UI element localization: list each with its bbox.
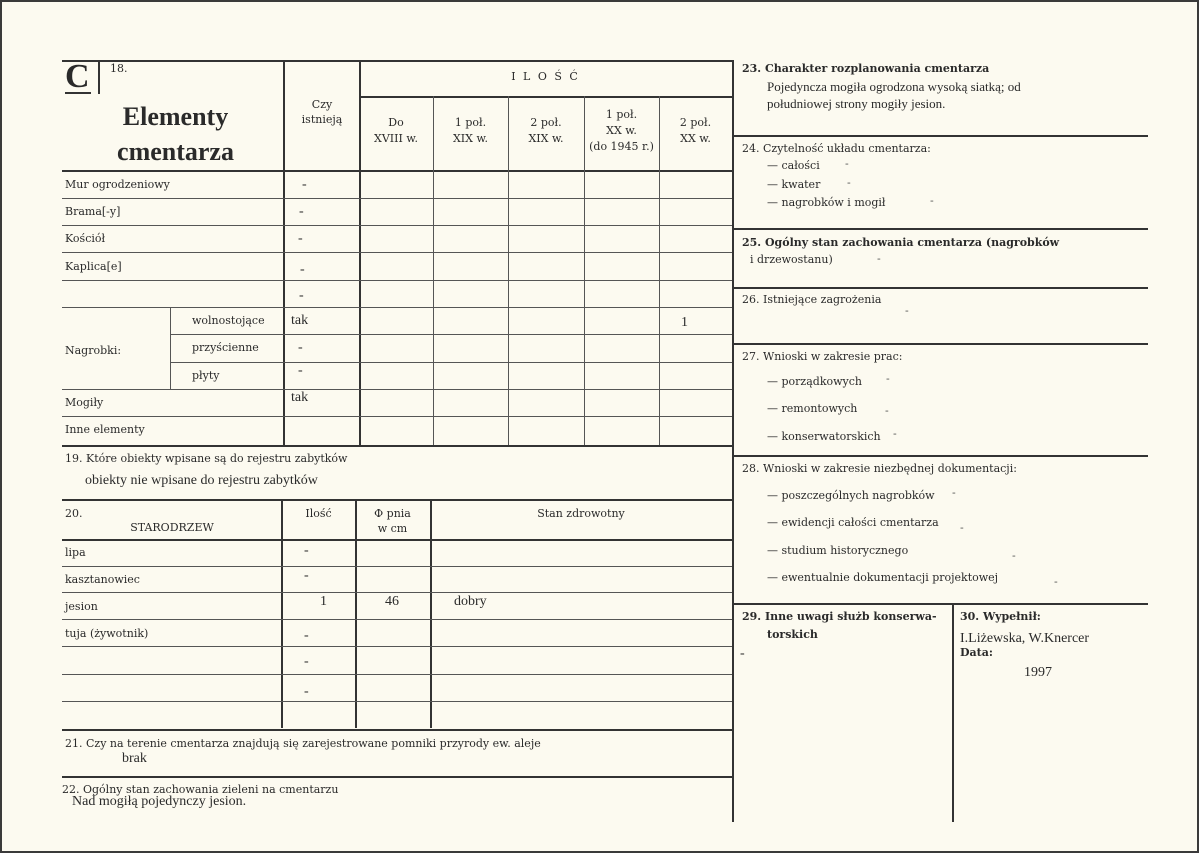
s21-label: 21. Czy na terenie cmentarza znajdują się zarejestrowane pomniki przyrody ew. aleje	[65, 737, 541, 750]
s20-pnia-l1: Φ pnia	[374, 507, 411, 520]
tree-row-rule	[62, 566, 732, 567]
s29-s30-divider	[952, 603, 954, 822]
tree-row-rule	[62, 619, 732, 620]
tree-ilosc: -	[304, 628, 309, 643]
corner-underline	[65, 92, 91, 94]
row-rule	[62, 307, 732, 308]
col-line-5	[659, 96, 660, 446]
s23-line2: południowej strony mogiły jesion.	[767, 96, 946, 111]
row-label: Inne elementy	[65, 423, 145, 436]
col-line-3	[508, 96, 509, 446]
s27-label: 27. Wnioski w zakresie prac:	[742, 350, 903, 363]
row-rule	[62, 225, 732, 226]
tree-pnia: 46	[385, 594, 399, 609]
row-label: przyścienne	[192, 341, 259, 354]
s20-pnia-l2: w cm	[377, 522, 408, 535]
dash-mark: -	[930, 194, 934, 207]
col-ilosc: I L O Ś Ć	[511, 70, 580, 83]
czy-value: -	[298, 340, 303, 355]
row-label: płyty	[192, 369, 220, 382]
col1-l1: Do	[388, 116, 404, 129]
corner-letter: C	[65, 58, 90, 95]
ilosc-rule	[359, 96, 732, 98]
tree-row-rule	[62, 701, 732, 702]
s29-label-l1: 29. Inne uwagi służb konserwa-	[742, 610, 937, 623]
col2-l1: 1 poł.	[454, 116, 487, 129]
col2-l2: XIX w.	[452, 132, 489, 145]
header-bottom-rule	[62, 170, 732, 172]
col3-l2: XIX w.	[528, 132, 564, 145]
s26-bottom-rule	[732, 343, 1148, 345]
tree-row-rule	[62, 674, 732, 675]
s23-line1: Pojedyncza mogiła ogrodzona wysoką siatką; od	[767, 79, 1021, 94]
s20-col-line	[430, 500, 432, 728]
czy-value: -	[302, 177, 307, 192]
row-label: Mogiły	[65, 396, 104, 409]
s20-number: 20.	[65, 507, 83, 520]
tree-name: lipa	[65, 546, 86, 559]
dash-mark: -	[960, 521, 964, 534]
title-line-1: Elementy	[122, 102, 229, 131]
nagrobki-divider	[170, 307, 171, 389]
tree-ilosc: -	[304, 543, 309, 558]
col5-l1: 2 poł.	[679, 116, 712, 129]
tree-ilosc: 1	[320, 594, 327, 609]
row-label: wolnostojące	[192, 314, 265, 327]
czy-value: -	[298, 363, 303, 378]
s24-item: — nagrobków i mogił	[767, 196, 886, 209]
tree-name: kasztanowiec	[65, 573, 140, 586]
top-rule	[62, 60, 732, 62]
czy-value: -	[299, 288, 304, 303]
s20-stan: Stan zdrowotny	[537, 507, 625, 520]
s27-item: — porządkowych	[767, 375, 862, 388]
s19-bottom-rule	[62, 499, 732, 501]
row-rule	[170, 334, 732, 335]
col1-l2: XVIII w.	[374, 132, 418, 145]
s26-label: 26. Istniejące zagrożenia	[742, 293, 882, 306]
czy-value: tak	[291, 313, 309, 328]
dash-mark: -	[847, 176, 851, 189]
dash-mark: -	[885, 404, 889, 417]
s22-label: 22. Ogólny stan zachowania zieleni na cmentarzu	[62, 783, 339, 796]
tree-ilosc: -	[304, 568, 309, 583]
middle-divider	[732, 60, 734, 822]
col4-l1: 1 poł.	[605, 108, 638, 121]
s27-item: — konserwatorskich	[767, 430, 881, 443]
s20-bottom-rule	[62, 729, 732, 731]
col4-l3: (do 1945 r.)	[589, 140, 654, 153]
col-czy-l1: Czy	[311, 98, 333, 111]
row-label: Mur ogrodzeniowy	[65, 178, 170, 191]
tree-row-rule	[62, 646, 732, 647]
tree-stan: dobry	[454, 594, 487, 609]
s30-value: I.Liżewska, W.Knercer	[960, 631, 1090, 646]
s20-header-rule	[62, 539, 732, 541]
section-number: 18.	[110, 62, 128, 75]
col-czy-l2: istnieją	[301, 113, 343, 126]
dash-mark: -	[952, 486, 956, 499]
tree-name: jesion	[65, 600, 98, 613]
col3-l1: 2 poł.	[530, 116, 562, 129]
s24-bottom-rule	[732, 228, 1148, 230]
s19-value: obiekty nie wpisane do rejestru zabytków	[85, 473, 318, 488]
s21-value: brak	[122, 751, 147, 766]
row-label: Kaplica[e]	[65, 260, 122, 273]
dash-mark: -	[1012, 549, 1016, 562]
s21-bottom-rule	[62, 776, 732, 778]
s24-label: 24. Czytelność układu cmentarza:	[742, 142, 931, 155]
s29-value: -	[740, 646, 745, 661]
s25-bottom-rule	[732, 287, 1148, 289]
s20-col-line	[281, 500, 283, 728]
s23-bottom-rule	[732, 135, 1148, 137]
s28-item: — studium historycznego	[767, 544, 909, 557]
s20-col-line	[355, 500, 357, 728]
tree-ilosc: -	[304, 654, 309, 669]
s30-label: 30. Wypełnił:	[960, 610, 1041, 623]
dash-mark: -	[893, 427, 897, 440]
s27-bottom-rule	[732, 455, 1148, 457]
s20-title: STARODRZEW	[130, 521, 214, 534]
s25-label-l1: 25. Ogólny stan zachowania cmentarza (nagrobków	[742, 236, 1060, 249]
row-rule	[62, 389, 732, 390]
dash-mark: -	[1054, 575, 1058, 588]
dash-mark: -	[886, 372, 890, 385]
dash-mark: -	[905, 304, 909, 317]
s28-label: 28. Wnioski w zakresie niezbędnej dokumentacji:	[742, 462, 1017, 475]
col5-l2: XX w.	[680, 132, 711, 145]
dash-mark: -	[877, 252, 881, 265]
col-line-2	[433, 96, 434, 446]
col4-l2: XX w.	[606, 124, 637, 137]
s19-label: 19. Które obiekty wpisane są do rejestru zabytków	[65, 452, 348, 465]
row-label: Brama[-y]	[65, 205, 121, 218]
data-label: Data:	[960, 646, 993, 659]
s25-label-l2: i drzewostanu)	[750, 253, 833, 266]
s24-item: — kwater	[767, 178, 821, 191]
dash-mark: -	[845, 157, 849, 170]
data-value: 1997	[1024, 665, 1052, 680]
czy-value: -	[300, 262, 305, 277]
row-rule	[170, 362, 732, 363]
s28-item: — poszczególnych nagrobków	[767, 489, 935, 502]
s23-label: 23. Charakter rozplanowania cmentarza	[742, 62, 990, 75]
tree-row-rule	[62, 592, 732, 593]
s28-bottom-rule	[732, 603, 1148, 605]
row-rule	[62, 198, 732, 199]
s22-value: Nad mogiłą pojedynczy jesion.	[72, 794, 247, 809]
s28-item: — ewentualnie dokumentacji projektowej	[767, 571, 999, 584]
row-rule	[62, 280, 732, 281]
row-rule	[62, 416, 732, 417]
czy-value: tak	[291, 390, 309, 405]
tree-ilosc: -	[304, 684, 309, 699]
czy-value: -	[298, 231, 303, 246]
row-label: Kościół	[65, 232, 106, 245]
title-line-2: cmentarza	[117, 137, 234, 166]
period-value: 1	[681, 315, 688, 330]
s20-ilosc: Ilość	[305, 507, 332, 520]
s27-item: — remontowych	[767, 402, 858, 415]
elements-bottom-rule	[62, 445, 732, 447]
tree-name: tuja (żywotnik)	[65, 627, 149, 640]
nagrobki-label: Nagrobki:	[65, 344, 122, 357]
row-rule	[62, 252, 732, 253]
s29-label-l2: torskich	[767, 628, 818, 641]
corner-bar	[98, 62, 100, 94]
czy-value: -	[299, 204, 304, 219]
s28-item: — ewidencji całości cmentarza	[767, 516, 939, 529]
s24-item: — całości	[767, 159, 820, 172]
